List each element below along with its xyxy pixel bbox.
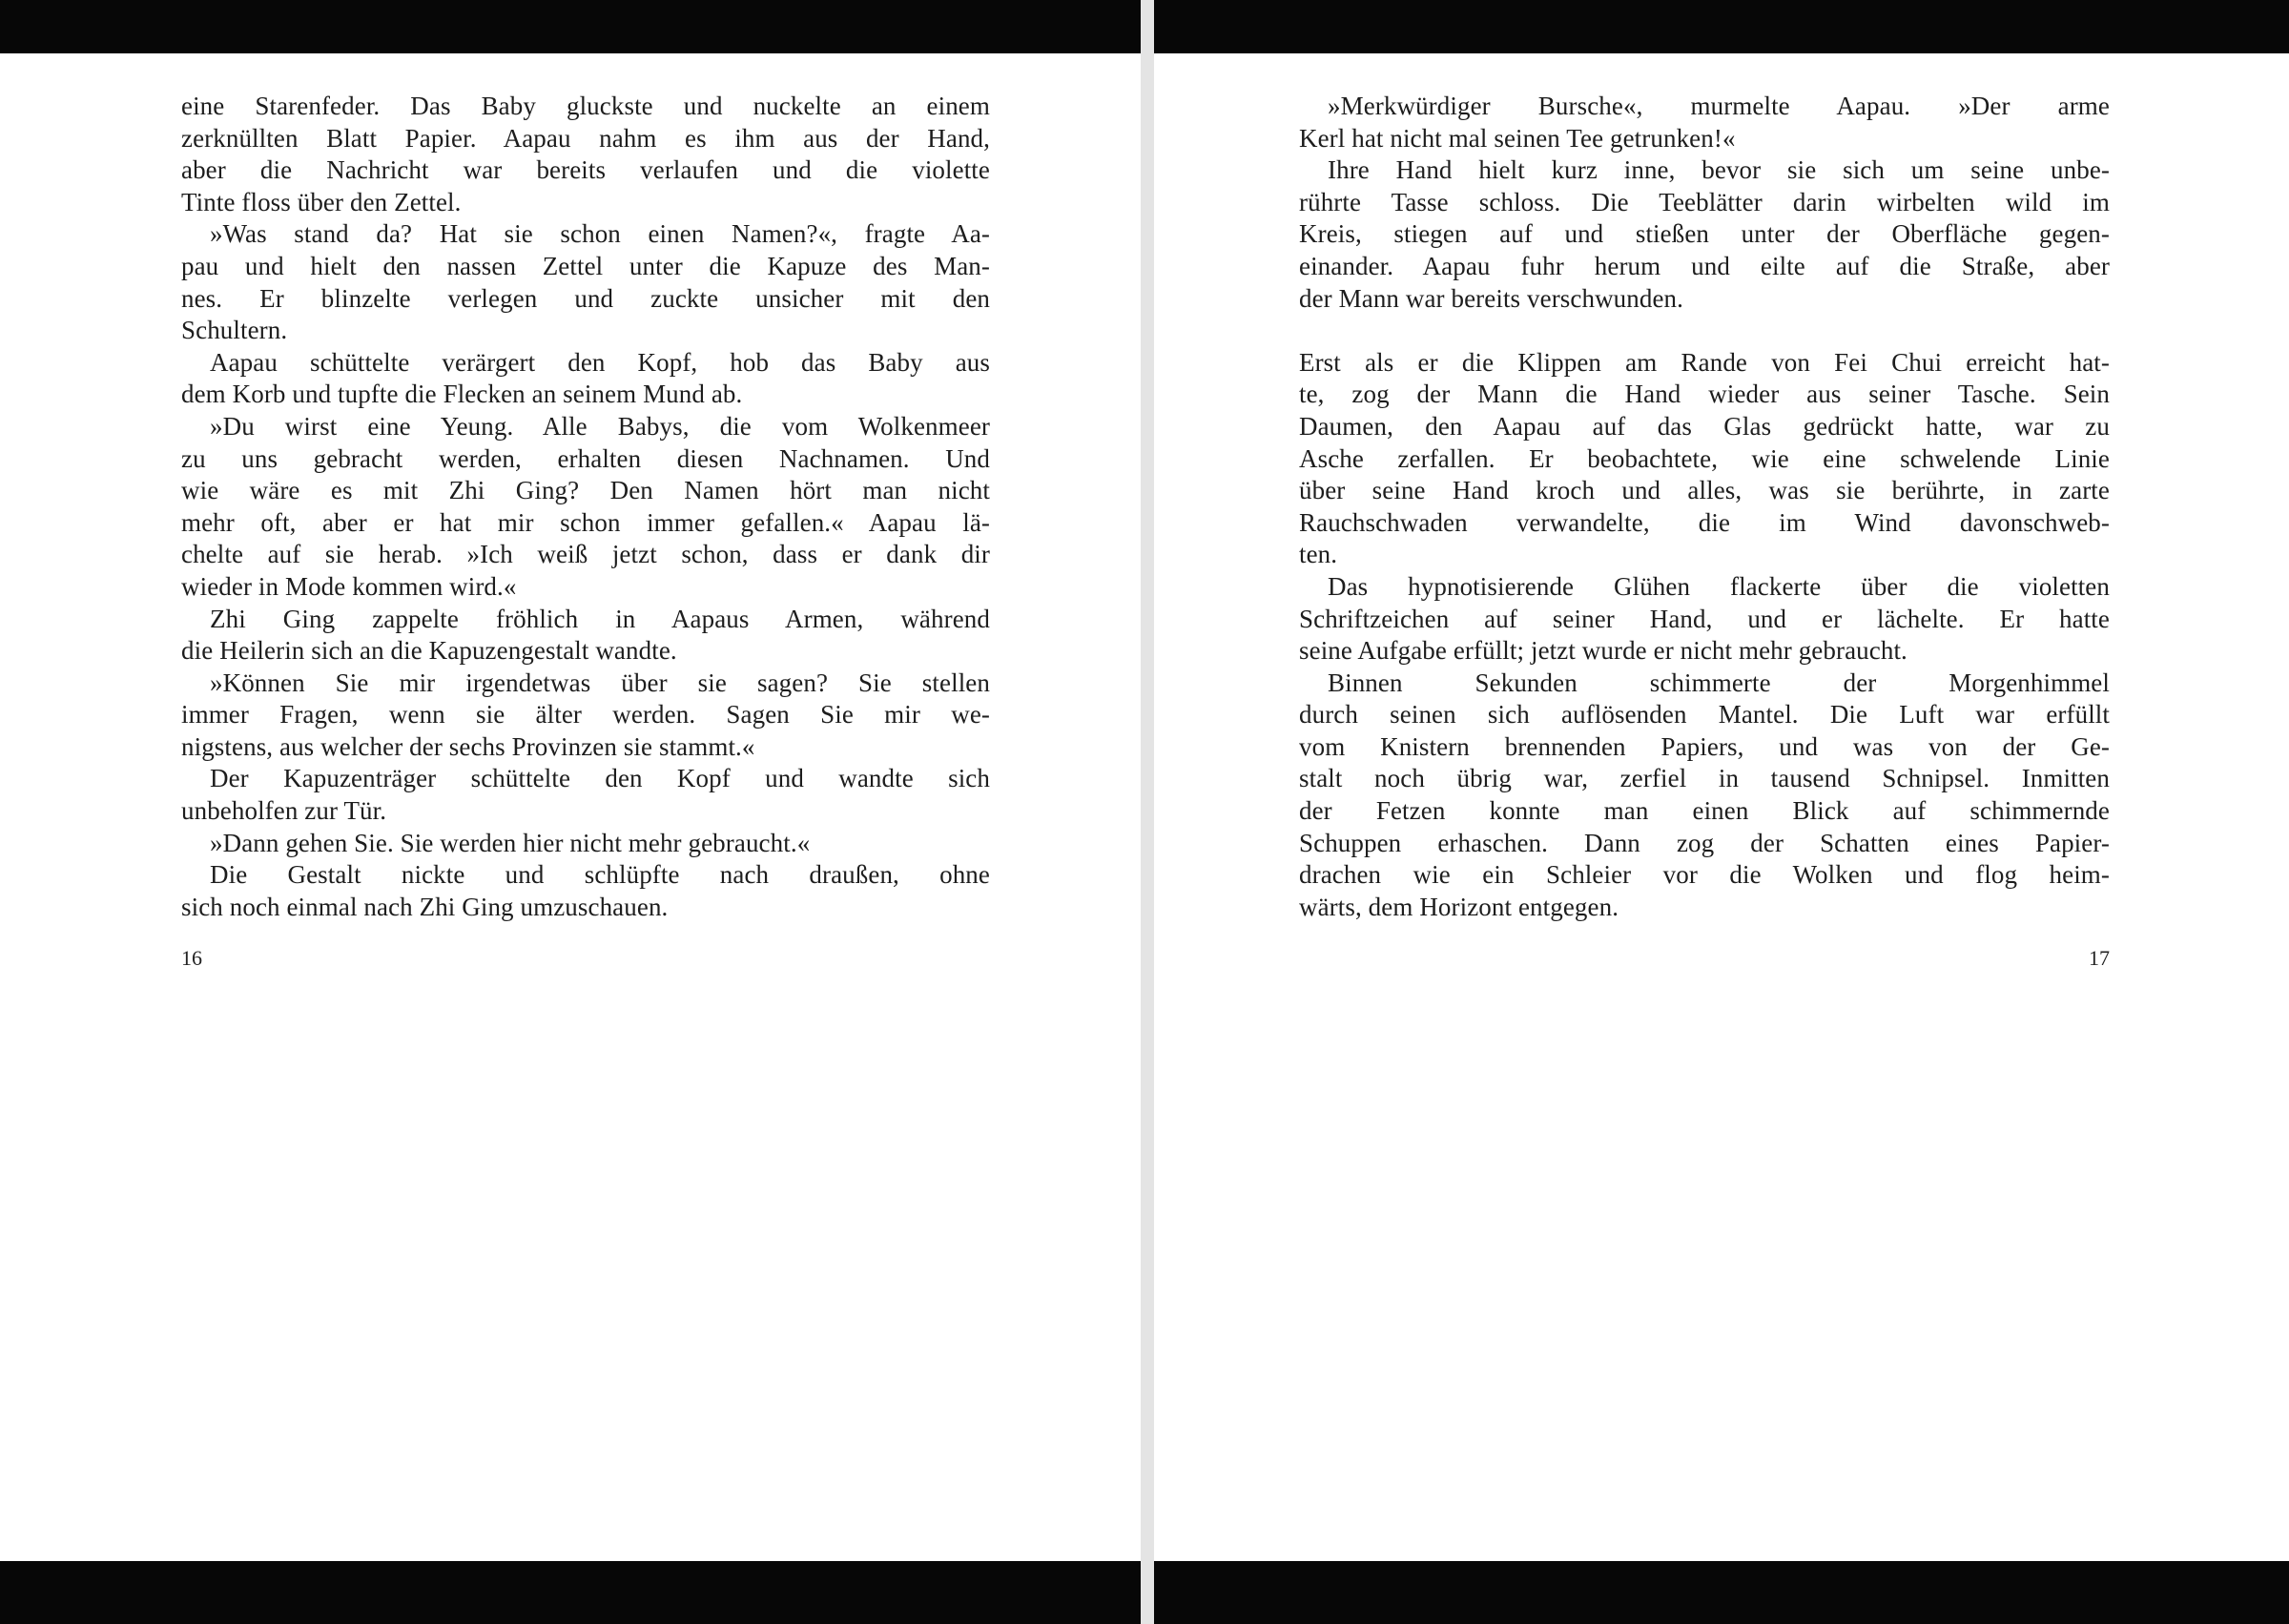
page-left	[0, 0, 1141, 1624]
text-line: Daumen, den Aapau auf das Glas gedrückt hatte, war zu	[1299, 411, 2110, 441]
text-line: pau und hielt den nassen Zettel unter die Kapuze des Man-	[181, 251, 990, 280]
text-line: Kreis, stiegen auf und stießen unter der Oberfläche gegen-	[1299, 219, 2110, 249]
text-line: »Können Sie mir irgendetwas über sie sagen? Sie stellen	[210, 668, 990, 697]
text-line: zu uns gebracht werden, erhalten diesen Nachnamen. Und	[181, 443, 990, 473]
right-page-top-black-bar	[1154, 0, 2289, 53]
text-line: Schriftzeichen auf seiner Hand, und er lächelte. Er hatte	[1299, 604, 2110, 633]
text-line: eine Starenfeder. Das Baby gluckste und nuckelte an einem	[181, 92, 990, 120]
text-line: Kerl hat nicht mal seinen Tee getrunken!«	[1299, 123, 1736, 153]
text-line: Der Kapuzenträger schüttelte den Kopf und wandte sich	[210, 764, 990, 793]
text-line: einander. Aapau fuhr herum und eilte auf die Straße, aber	[1299, 251, 2110, 280]
text-line: Zhi Ging zappelte fröhlich in Aapaus Armen, während	[210, 604, 990, 633]
text-line: Aapau schüttelte verärgert den Kopf, hob das Baby aus	[210, 347, 990, 377]
right-page-text-block	[1299, 91, 2110, 923]
text-line: rührte Tasse schloss. Die Teeblätter darin wirbelten wild im	[1299, 187, 2110, 216]
text-line: aber die Nachricht war bereits verlaufen und die violette	[181, 155, 990, 185]
text-line: vom Knistern brennenden Papiers, und was von der Ge-	[1299, 731, 2110, 761]
text-line: dem Korb und tupfte die Flecken an seinem Mund ab.	[181, 380, 743, 409]
text-line: unbeholfen zur Tür.	[181, 796, 387, 826]
text-line: Tinte floss über den Zettel.	[181, 187, 462, 216]
left-page-text-block	[181, 91, 990, 923]
text-line: über seine Hand kroch und alles, was sie berührte, in zarte	[1299, 476, 2110, 505]
text-line: die Heilerin sich an die Kapuzengestalt wandte.	[181, 636, 677, 666]
right-page-number: 17	[2089, 946, 2110, 970]
text-line: »Merkwürdiger Bursche«, murmelte Aapau. »Der arme	[1328, 92, 2110, 120]
left-page-bottom-black-bar	[0, 1561, 1141, 1624]
text-line: zerknüllten Blatt Papier. Aapau nahm es ihm aus der Hand,	[181, 123, 990, 153]
text-line: »Du wirst eine Yeung. Alle Babys, die vom Wolkenmeer	[210, 411, 990, 441]
text-line: seine Aufgabe erfüllt; jetzt wurde er nicht mehr gebraucht.	[1299, 636, 1908, 666]
left-page-number: 16	[181, 946, 202, 970]
text-line: Binnen Sekunden schimmerte der Morgenhimmel	[1328, 668, 2110, 697]
page-right	[1154, 0, 2289, 1624]
page-gutter-divider	[1141, 0, 1154, 1624]
text-line: chelte auf sie herab. »Ich weiß jetzt schon, dass er dank dir	[181, 540, 990, 569]
text-line: wärts, dem Horizont entgegen.	[1299, 892, 1619, 921]
text-line: Asche zerfallen. Er beobachtete, wie eine schwelende Linie	[1299, 443, 2110, 473]
text-line: mehr oft, aber er hat mir schon immer gefallen.« Aapau lä-	[181, 507, 990, 537]
text-line: durch seinen sich auflösenden Mantel. Die Luft war erfüllt	[1299, 700, 2110, 730]
text-line: Schuppen erhaschen. Dann zog der Schatten eines Papier-	[1299, 828, 2110, 857]
text-line: wieder in Mode kommen wird.«	[181, 571, 517, 601]
text-line: Die Gestalt nickte und schlüpfte nach draußen, ohne	[210, 860, 990, 890]
left-page-top-black-bar	[0, 0, 1141, 53]
right-page-bottom-black-bar	[1154, 1561, 2289, 1624]
text-line: nes. Er blinzelte verlegen und zuckte unsicher mit den	[181, 283, 990, 313]
text-line: drachen wie ein Schleier vor die Wolken und flog heim-	[1299, 860, 2110, 890]
text-line: te, zog der Mann die Hand wieder aus seiner Tasche. Sein	[1299, 380, 2110, 409]
scene-break-blank-line	[1299, 315, 2110, 347]
text-line: »Was stand da? Hat sie schon einen Namen?«, fragte Aa-	[210, 219, 990, 249]
text-line: sich noch einmal nach Zhi Ging umzuschauen.	[181, 892, 669, 921]
text-line: nigstens, aus welcher der sechs Provinzen sie stammt.«	[181, 731, 755, 761]
text-line: wie wäre es mit Zhi Ging? Den Namen hört man nicht	[181, 476, 990, 505]
text-line: Schultern.	[181, 316, 288, 345]
text-line: Rauchschwaden verwandelte, die im Wind davonschweb-	[1299, 507, 2110, 537]
text-line: der Fetzen konnte man einen Blick auf schimmernde	[1299, 796, 2110, 826]
text-line: immer Fragen, wenn sie älter werden. Sagen Sie mir we-	[181, 700, 990, 730]
text-line: Erst als er die Klippen am Rande von Fei Chui erreicht hat-	[1299, 347, 2110, 377]
text-line: der Mann war bereits verschwunden.	[1299, 283, 1684, 313]
text-line: stalt noch übrig war, zerfiel in tausend Schnipsel. Inmitten	[1299, 764, 2110, 793]
text-line: Das hypnotisierende Glühen flackerte über die violetten	[1328, 571, 2110, 601]
text-line: ten.	[1299, 540, 1338, 569]
text-line: »Dann gehen Sie. Sie werden hier nicht mehr gebraucht.«	[210, 828, 811, 857]
text-line: Ihre Hand hielt kurz inne, bevor sie sich um seine unbe-	[1328, 155, 2110, 185]
